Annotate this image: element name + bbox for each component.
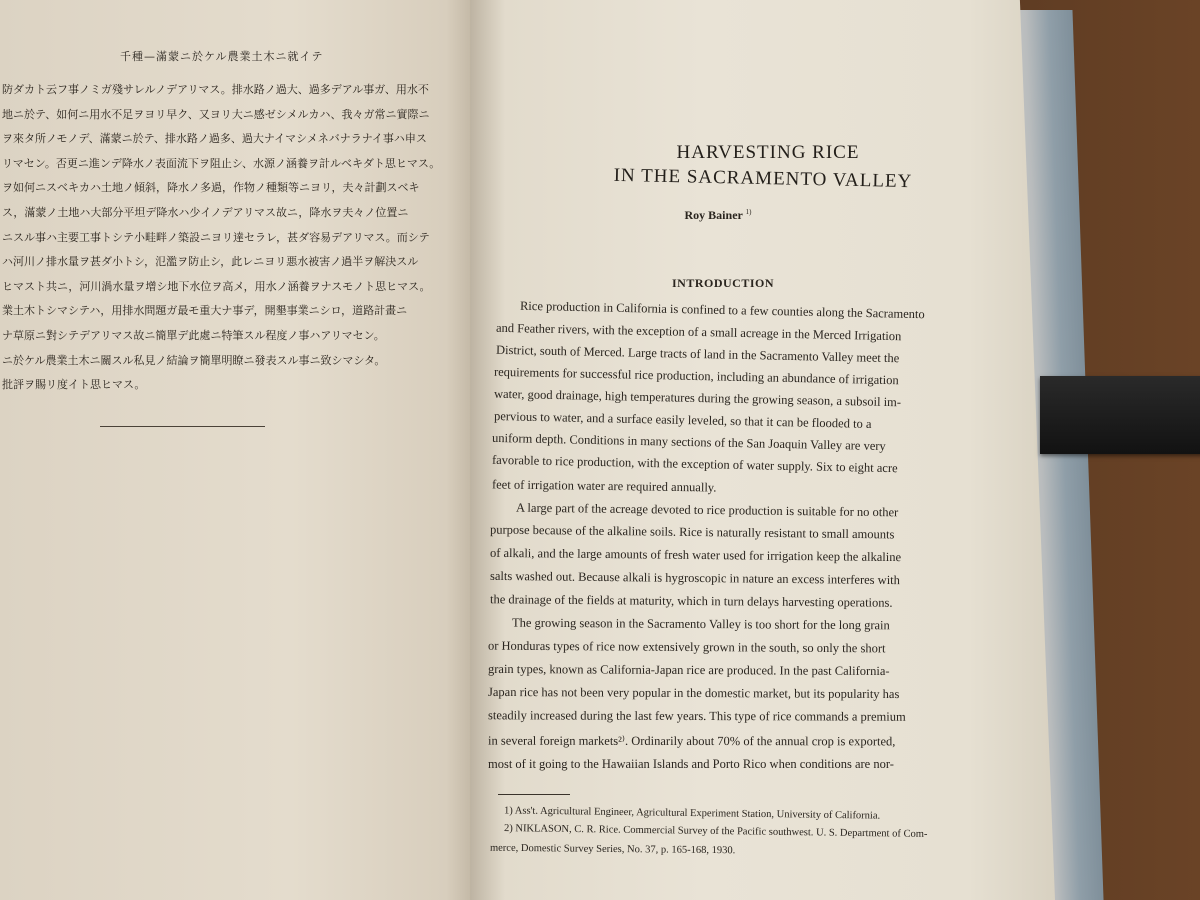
body-line: requirements for successful rice production, including an abundance of irrigation — [493, 364, 899, 388]
left-page-header: 千種—滿蒙ニ於ケル農業土木ニ就イテ — [120, 50, 324, 63]
article-title-line-2: IN THE SACRAMENTO VALLEY — [613, 164, 913, 193]
body-line: A large part of the acreage devoted to rice production is suitable for no other — [515, 500, 899, 520]
text-line: ヒマスト共ニ，河川渦水量ヲ增シ地下水位ヲ高メ，用水ノ涵養ヲナスモノト思ヒマス。 — [2, 279, 431, 293]
footnote-divider — [498, 794, 570, 795]
text-line: ヲ來タ所ノモノデ、滿蒙ニ於テ、排水路ノ過多、過大ナイマシメネバナラナイ事ハ申ス — [2, 132, 427, 146]
text-line: リマセン。否更ニ進ンデ降水ノ表面流下ヲ阻止シ、水源ノ涵養ヲ計ルベキダト思ヒマス。 — [2, 156, 441, 170]
text-line: ス，滿蒙ノ土地ハ大部分平坦デ降水ハ少イノデアリマス故ニ，降水ヲ夫々ノ位置ニ — [2, 205, 409, 219]
left-page — [0, 0, 485, 900]
body-line: grain types, known as California-Japan rice are produced. In the past California- — [487, 661, 890, 679]
body-line: The growing season in the Sacramento Valley is too short for the long grain — [511, 615, 890, 633]
body-line: in several foreign markets²⁾. Ordinarily about 70% of the annual crop is exported, — [487, 733, 896, 749]
text-line: 批評ヲ賜リ度イト思ヒマス。 — [2, 378, 146, 392]
body-line: and Feather rivers, with the exception of a small acreage in the Merced Irrigation — [495, 320, 902, 344]
body-line: salts washed out. Because alkali is hygroscopic in nature an excess interferes with — [489, 568, 901, 588]
body-line: favorable to rice production, with the exception of water supply. Six to eight acre — [491, 452, 898, 476]
body-line: Japan rice has not been very popular in the domestic market, but its popularity has — [487, 684, 900, 702]
article-title-line-1: HARVESTING RICE — [676, 142, 860, 163]
body-line: uniform depth. Conditions in many sections of the San Joaquin Valley are very — [491, 430, 886, 454]
author-line — [518, 208, 918, 223]
body-line: or Honduras types of rice now extensively grown in the south, so only the short — [487, 638, 886, 656]
body-line: pervious to water, and a surface easily leveled, so that it can be flooded to a — [493, 409, 872, 431]
body-line: the drainage of the fields at maturity, which in turn delays harvesting operations. — [489, 592, 893, 610]
text-line: ニ於ケル農業土木ニ關スル私見ノ結論ヲ簡單明瞭ニ發表スル事ニ致シマシタ。 — [2, 353, 386, 367]
body-line: Rice production in California is confined to a few counties along the Sacramento — [519, 298, 925, 322]
text-line: 防ダカト云フ事ノミガ殘サレルノデアリマス。排水路ノ過大、過多デアル事ガ、用水不 — [2, 83, 429, 96]
footnote: 2) NIKLASON, C. R. Rice. Commercial Survey of the Pacific southwest. U. S. Department of Com- — [503, 823, 928, 840]
body-line: purpose because of the alkaline soils. Rice is naturally resistant to small amounts — [489, 522, 895, 542]
section-divider — [100, 426, 265, 427]
bookmark-ribbon — [1040, 376, 1200, 454]
section-heading: INTRODUCTION — [671, 276, 774, 290]
text-line: 地ニ於テ、如何ニ用水不足ヲヨリ早ク、又ヨリ大ニ感ゼシメルカハ、我々ガ常ニ實際ニ — [2, 107, 430, 121]
text-line: ナ草原ニ對シテデアリマス故ニ簡單デ此處ニ特筆スル程度ノ事ハアリマセン。 — [2, 328, 385, 342]
body-line: of alkali, and the large amounts of fresh water used for irrigation keep the alkaline — [489, 545, 902, 565]
body-line: feet of irrigation water are required annually. — [491, 477, 717, 495]
left-page-text — [2, 78, 472, 398]
article — [478, 0, 998, 900]
text-line: ハ河川ノ排水量ヲ甚ダ小トシ，氾濫ヲ防止シ，此レニヨリ悪水被害ノ過半ヲ解決スル — [2, 255, 419, 269]
body-line: water, good drainage, high temperatures during the growing season, a subsoil im- — [493, 386, 902, 410]
body-line: District, south of Merced. Large tracts of land in the Sacramento Valley meet the — [495, 342, 900, 366]
body-line: most of it going to the Hawaiian Islands and Porto Rico when conditions are nor- — [488, 757, 894, 771]
text-line: ヲ如何ニスベキカハ土地ノ傾斜，降水ノ多過，作物ノ種類等ニヨリ，夫々計劃スベキ — [2, 181, 420, 195]
text-line: ニスル事ハ主要工事トシテ小畦畔ノ築設ニヨリ達セラレ，甚ダ容易デアリマス。而シテ — [2, 230, 430, 244]
footnote: 1) Ass't. Agricultural Engineer, Agricultural Experiment Station, University of California. — [503, 805, 881, 822]
author-name: Roy Bainer — [684, 208, 743, 222]
body-line: steadily increased during the last few years. This type of rice commands a premium — [487, 708, 906, 724]
text-line: 業土木トシマシテハ，用排水問題ガ最モ重大ナ事デ，開墾事業ニシロ，道路計畫ニ — [2, 304, 408, 318]
footnote: merce, Domestic Survey Series, No. 37, p. 165-168, 1930. — [489, 842, 736, 857]
author-footnote-marker: 1) — [745, 208, 752, 216]
